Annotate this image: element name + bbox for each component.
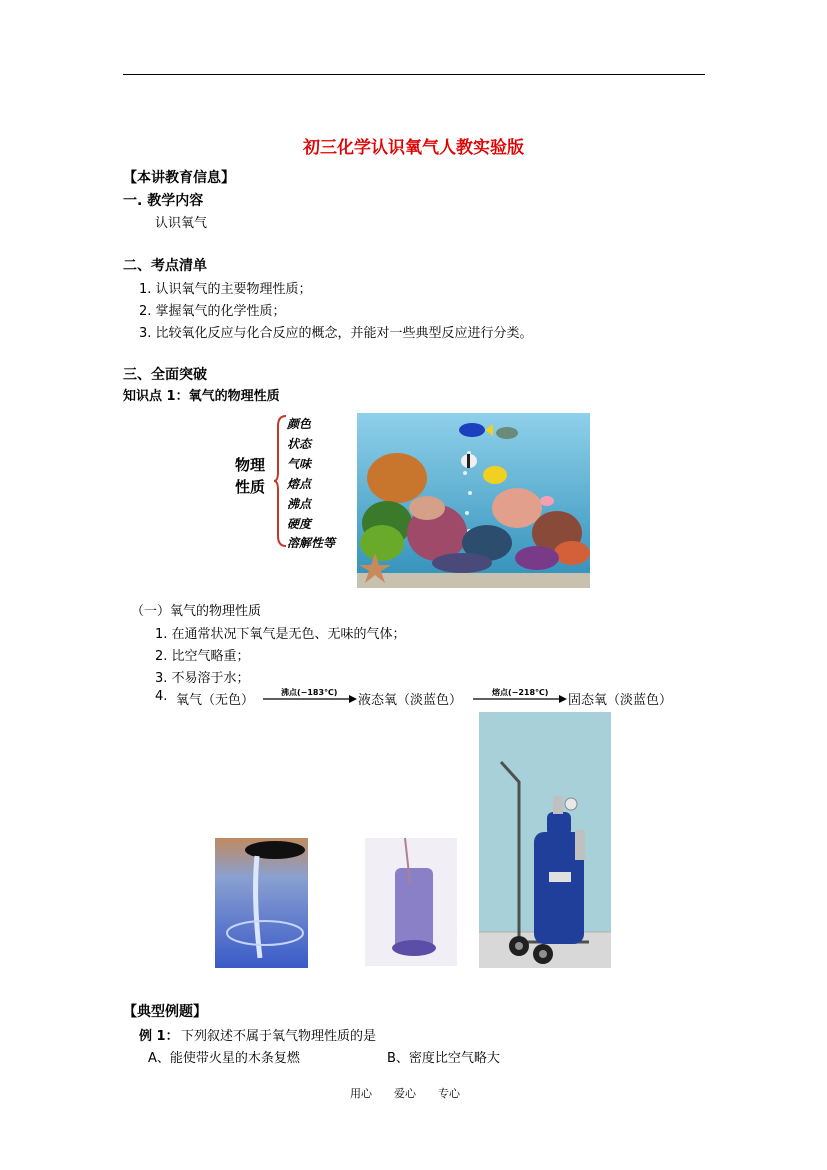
property-hardness: 硬度 bbox=[287, 517, 312, 531]
physical-item-2: 2. 比空气略重； bbox=[155, 649, 250, 664]
section3-heading: 三、全面突破 bbox=[123, 367, 207, 383]
aquarium-image bbox=[357, 413, 590, 588]
property-smell: 气味 bbox=[287, 457, 312, 471]
liquid-oxygen-photo bbox=[215, 838, 308, 968]
property-solubility: 溶解性等 bbox=[287, 536, 336, 550]
arrow-right-icon bbox=[473, 694, 567, 704]
section2-heading: 二、考点清单 bbox=[123, 258, 207, 274]
section1-heading: 一. 教学内容 bbox=[123, 193, 204, 209]
page-footer: 用心 爱心 专心 bbox=[350, 1087, 460, 1100]
arrow-right-icon bbox=[263, 694, 357, 704]
solid-oxygen-photo bbox=[365, 838, 457, 966]
arrow1-label: 沸点(−183℃) bbox=[281, 688, 338, 697]
knowledge-point-1: 知识点 1：氧气的物理性质 bbox=[123, 389, 280, 404]
section2-item-2: 2. 掌握氧气的化学性质； bbox=[139, 304, 286, 319]
diagram-label-line1: 物理 bbox=[235, 456, 266, 474]
physical-subheading: （一）氧气的物理性质 bbox=[131, 604, 262, 619]
state-liquid: 液态氧（淡蓝色） bbox=[358, 693, 463, 708]
state-gas: 氧气（无色） bbox=[176, 693, 255, 708]
section2-item-3: 3. 比较氧化反应与化合反应的概念，并能对一些典型反应进行分类。 bbox=[139, 326, 533, 341]
property-state: 状态 bbox=[287, 437, 312, 451]
property-melting-point: 熔点 bbox=[287, 477, 312, 491]
properties-diagram bbox=[230, 412, 355, 552]
property-boiling-point: 沸点 bbox=[287, 497, 312, 511]
info-header: 【本讲教育信息】 bbox=[123, 170, 235, 186]
example1-question: 下列叙述不属于氧气物理性质的是 bbox=[181, 1029, 377, 1044]
property-color: 颜色 bbox=[287, 417, 312, 431]
diagram-label-line2: 性质 bbox=[235, 478, 266, 496]
examples-heading: 【典型例题】 bbox=[123, 1004, 207, 1020]
header-rule bbox=[123, 74, 705, 75]
brace-icon bbox=[274, 414, 288, 548]
section1-content: 认识氧气 bbox=[155, 216, 208, 231]
example1-label: 例 1： bbox=[139, 1029, 179, 1044]
arrow2-label: 熔点(−218℃) bbox=[492, 688, 549, 697]
oxygen-cylinder-photo bbox=[479, 712, 611, 968]
physical-item-3: 3. 不易溶于水； bbox=[155, 671, 250, 686]
physical-item-4-number: 4. bbox=[155, 689, 168, 704]
section2-item-1: 1. 认识氧气的主要物理性质； bbox=[139, 282, 312, 297]
example1-option-a: A、能使带火星的木条复燃 bbox=[148, 1051, 300, 1066]
physical-item-1: 1. 在通常状况下氧气是无色、无味的气体； bbox=[155, 627, 406, 642]
state-solid: 固态氧（淡蓝色） bbox=[568, 693, 673, 708]
page-title: 初三化学认识氧气人教实验版 bbox=[303, 138, 524, 158]
example1-option-b: B、密度比空气略大 bbox=[387, 1051, 500, 1066]
